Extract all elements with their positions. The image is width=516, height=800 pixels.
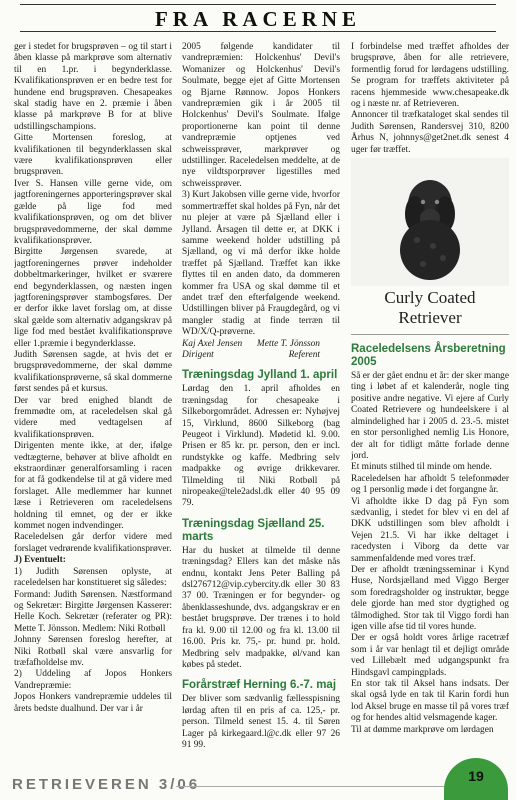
- column-middle: [182, 42, 340, 750]
- dog-photo: [351, 158, 509, 286]
- signature-role-dirigent: Dirigent: [182, 349, 214, 360]
- paragraph: Der var bred enighed blandt de fremmødte om, at raceledelsen skal gå videre med vedtagelsen af kvalifikationsprøven.: [14, 395, 172, 440]
- paragraph: Lørdag den 1. april afholdes en træningsdag for chesapeake i Silkeborgområdet. Adressen er: Nyhøjvej 15, Virklund, 8600 Silkeborg (bag Peugeot i Virklund). Mødetid kl. 9.00. Prisen er 85 kr. pr. person, den er incl. rundstykke og kaffe. Medbring selv madpakke og øvrige drikkevarer. Tilmelding til Niki Rotbøll på niropeake@tele2adsl.dk eller 40 95 09 79.: [182, 384, 340, 509]
- paragraph: Gitte Mortensen foreslog, at kvalifikationen til begynderklassen skal være kvalifikationsprøven eller brugsprøven.: [14, 133, 172, 178]
- paragraph: Dirigenten mente ikke, at der, ifølge vedtægterne, behøver at blive afholdt en ekstraordinær generalforsamling i racen for at få godkendelse til at gå videre med forslaget. Alle medlemmer har kunnet læse i Retrieveren om raceledelsens holdning til emnet, og der er ikke kommet nogen indvendinger.: [14, 441, 172, 532]
- paragraph: En stor tak til Aksel hans indsats. Der skal også lyde en tak til Karin fordi hun lod Aksel bruge en masse til på vores træf og for hendes altid velsmagende kager.: [351, 679, 509, 724]
- paragraph: Judith Sørensen sagde, at hvis det er brugsprøvedommerne, der skal dømme kvalifikationsprøverne, så skal dommerne først sendes på et kursus.: [14, 349, 172, 395]
- page-header: [0, 0, 516, 32]
- paragraph: Jopos Honkers vandrepræmie uddeles til årets bedste dualhund. Der var i år: [14, 692, 172, 714]
- paragraph: Annoncer til træfkataloget skal sendes til Judith Sørensen, Randersvej 310, 8200 Århus N, johnnys@get2net.dk senest 4 uger før træffet.: [351, 110, 509, 155]
- paragraph: Så er der gået endnu et år: der sker mange ting i løbet af et kalenderår, nogle ting positive andre negative. Vi ejere af Curly Coated Retrievere og hundeelskere i al almindelighed har i 2005 d. 23.-5. mistet en stor personlighed nemlig Lis Honore, der alt for tidligt måtte forlade denne jord.: [351, 371, 509, 461]
- page-number: 19: [468, 768, 484, 784]
- column-right: [351, 42, 509, 750]
- paragraph: Raceledelsen har afholdt 5 telefonmøder og 1 personlig møde i det forgangne år.: [351, 473, 509, 496]
- section-divider: [351, 334, 509, 335]
- section-title: FRA RACERNE: [154, 7, 362, 31]
- heading-training-sjaelland: Træningsdag Sjælland 25. marts: [182, 517, 325, 543]
- paragraph: Der er også holdt vores årlige racetræf som i år var henlagt til et dejligt område ved Lillebælt med udgangspunkt fra Hindsgavl campingplads.: [351, 633, 509, 678]
- page-number-badge: [444, 758, 508, 800]
- column-left: [14, 42, 172, 750]
- paragraph: Vi afholdte ikke D dag på Fyn som sædvanlig, i stedet for blev vi en del af DKK udstillingen som blev afholdt i Vejen 21.5. Vi har ikke deltaget i racedysten i Viborg da dette var sammenfaldende med vores træf.: [351, 496, 509, 564]
- paragraph: 3) Kurt Jakobsen ville gerne vide, hvorfor sommertræffet skal holdes på Fyn, når det nu plejer at være på Sjælland eller i Jylland. Årsagen til dette er, at DKK i samme weekend holder udstilling på Sjælland, og vi må derfor ikke holde træffet på Sjælland. Træffet kan ikke flyttes til en anden dato, da dommeren kommer fra USA og skal dømme til et andet træf den efterfølgende weekend. Udstillingen bliver på Fraugdegård, og vi mangler stadig at finde terræn til WD/X/Q-prøverne.: [182, 190, 340, 338]
- paragraph: 1) Judith Sørensen oplyste, at raceledelsen har konstitueret sig således:: [14, 566, 172, 589]
- subheading-eventuelt: J) Eventuelt:: [14, 555, 66, 566]
- paragraph: Der er afholdt træningsseminar i Kynd Huse, Nordsjælland med Viggo Berger som foredragsholder og instruktør, begge dele gjorde han med stor dygtighed og tålmodighed. Stor tak til Viggo fordi han igen ville afse tid til vores hunde.: [351, 564, 509, 632]
- signature-name-dirigent: Kaj Axel Jensen: [182, 338, 243, 349]
- paragraph: Et minuts stilhed til minde om hende.: [351, 462, 492, 473]
- paragraph: 2) Uddeling af Jopos Honkers Vandrepræmie:: [14, 669, 172, 691]
- paragraph: Johnny Sørensen foreslog herefter, at Niki Rotbøll skal være ansvarlig for træfafholdelse mv.: [14, 635, 172, 668]
- signature-name-referent: Mette T. Jönsson: [256, 338, 320, 349]
- paragraph: Har du husket at tilmelde til denne træningsdag? Ellers kan det måske nås endnu, kontakt Jens Peter Balling på dsl276712@vip.cybercity.dk eller 30 83 37 00. Træningen er for begynder- og åbenklasseshunde, dvs. adgangskrav er en bestået brugsprøve. Der trænes i to hold fra kl. 9.00 til 12.00 og fra kl. 13.00 til 16.00. Pris kr. 75,- pr. hund pr. hold. Medbring selv madpakke, øl/vand kan købes på stedet.: [182, 545, 340, 670]
- curly-retriever-image: [387, 174, 473, 280]
- header-rule-bottom: [20, 31, 496, 32]
- paragraph: Der bliver som sædvanlig fællesspisning lørdag aften til en pris af ca. 125,- pr. person. Tilmeld senest 15. 4. til Søren Lager på kirkegaard.l@c.dk eller 97 26 91 99.: [182, 694, 340, 750]
- magazine-issue: RETRIEVEREN 3/06: [12, 776, 201, 793]
- heading-spring-meet: Forårstræf Herning 6.-7. maj: [182, 679, 337, 692]
- photo-caption: Curly Coated Retriever: [384, 288, 476, 328]
- footer-rule: [176, 786, 456, 787]
- paragraph: Iver S. Hansen ville gerne vide, om jagtforeningernes apporteringsprøver skal gælde på lige fod med kvalifikationsprøven, og om det bliver brugsprøvedommerne, der skal dømme kvalifikationsprøver.: [14, 178, 172, 246]
- paragraph: ger i stedet for brugsprøven – og til start i åben klasse på markprøve som alternativ til en 1.pr. i begynderklasse. Kvalifikationsprøven er en bedre test for hundene end brugsprøven. Chesapeakes skal stadig have en 2. præmie i åben klasse på markprøve B for at blive udstillingschampions.: [14, 42, 172, 132]
- heading-training-jylland: Træningsdag Jylland 1. april: [182, 369, 338, 382]
- signature-names: [182, 339, 340, 350]
- signature-role-referent: Referent: [288, 349, 320, 360]
- paragraph: Birgitte Jørgensen svarede, at jagtforeningernes prøver indeholder dobbeltmarkeringer, hvilket er sværere end begynderklassen, og næsten ingen jagtforeningsprøver stambogsføres. Der er derfor ikke lavet forslag om, at disse skal gælde som alternativ adgangskrav på lige fod med bestået kvalifikationsprøve eller 1.præmie i begynderklasse.: [14, 247, 172, 349]
- paragraph: Formand: Judith Sørensen. Næstformand og Sekretær: Birgitte Jørgensen Kasserer: Helle Koch. Sekretær (referater og PR): Mette T. Jönsson. Medlem: Niki Rotbøll: [14, 589, 172, 634]
- heading-annual-report: Raceledelsens Årsberetning 2005: [351, 343, 506, 369]
- signature-roles: [182, 350, 340, 361]
- paragraph: I forbindelse med træffet afholdes der brugsprøve, åben for alle retrievere, formentlig forud for lørdagens udstilling. Se program for træffets aktiviteter på racens hjemmeside www.chesapeake.dk og i næste nr. af Retrieveren.: [351, 42, 509, 110]
- header-rule-top: [20, 4, 496, 5]
- paragraph: 2005 følgende kandidater til vandrepræmien: Holckenhus' Devil's Womanizer og Holckenhus' Devil's Soulmate, begge ejet af Gitte Mortensen og Bjarne Rønnow. Jopos Honkers vandrepræmien gik i år 2005 til Holckenhus' Devil's Soulmate. Ifølge proportionerne kan point til denne vandrepræmie optjenes ved schweissprøver, markprøver og udstillinger. Raceledelsen meddelte, at de nye vildtsporprøver ligestilles med schweissprøver.: [182, 42, 340, 189]
- page-footer: [0, 756, 516, 800]
- paragraph: Til at dømme markprøve om lørdagen: [351, 724, 494, 735]
- paragraph: Raceledelsen går derfor videre med forslaget vedrørende kvalifikationsprøver.: [14, 532, 172, 554]
